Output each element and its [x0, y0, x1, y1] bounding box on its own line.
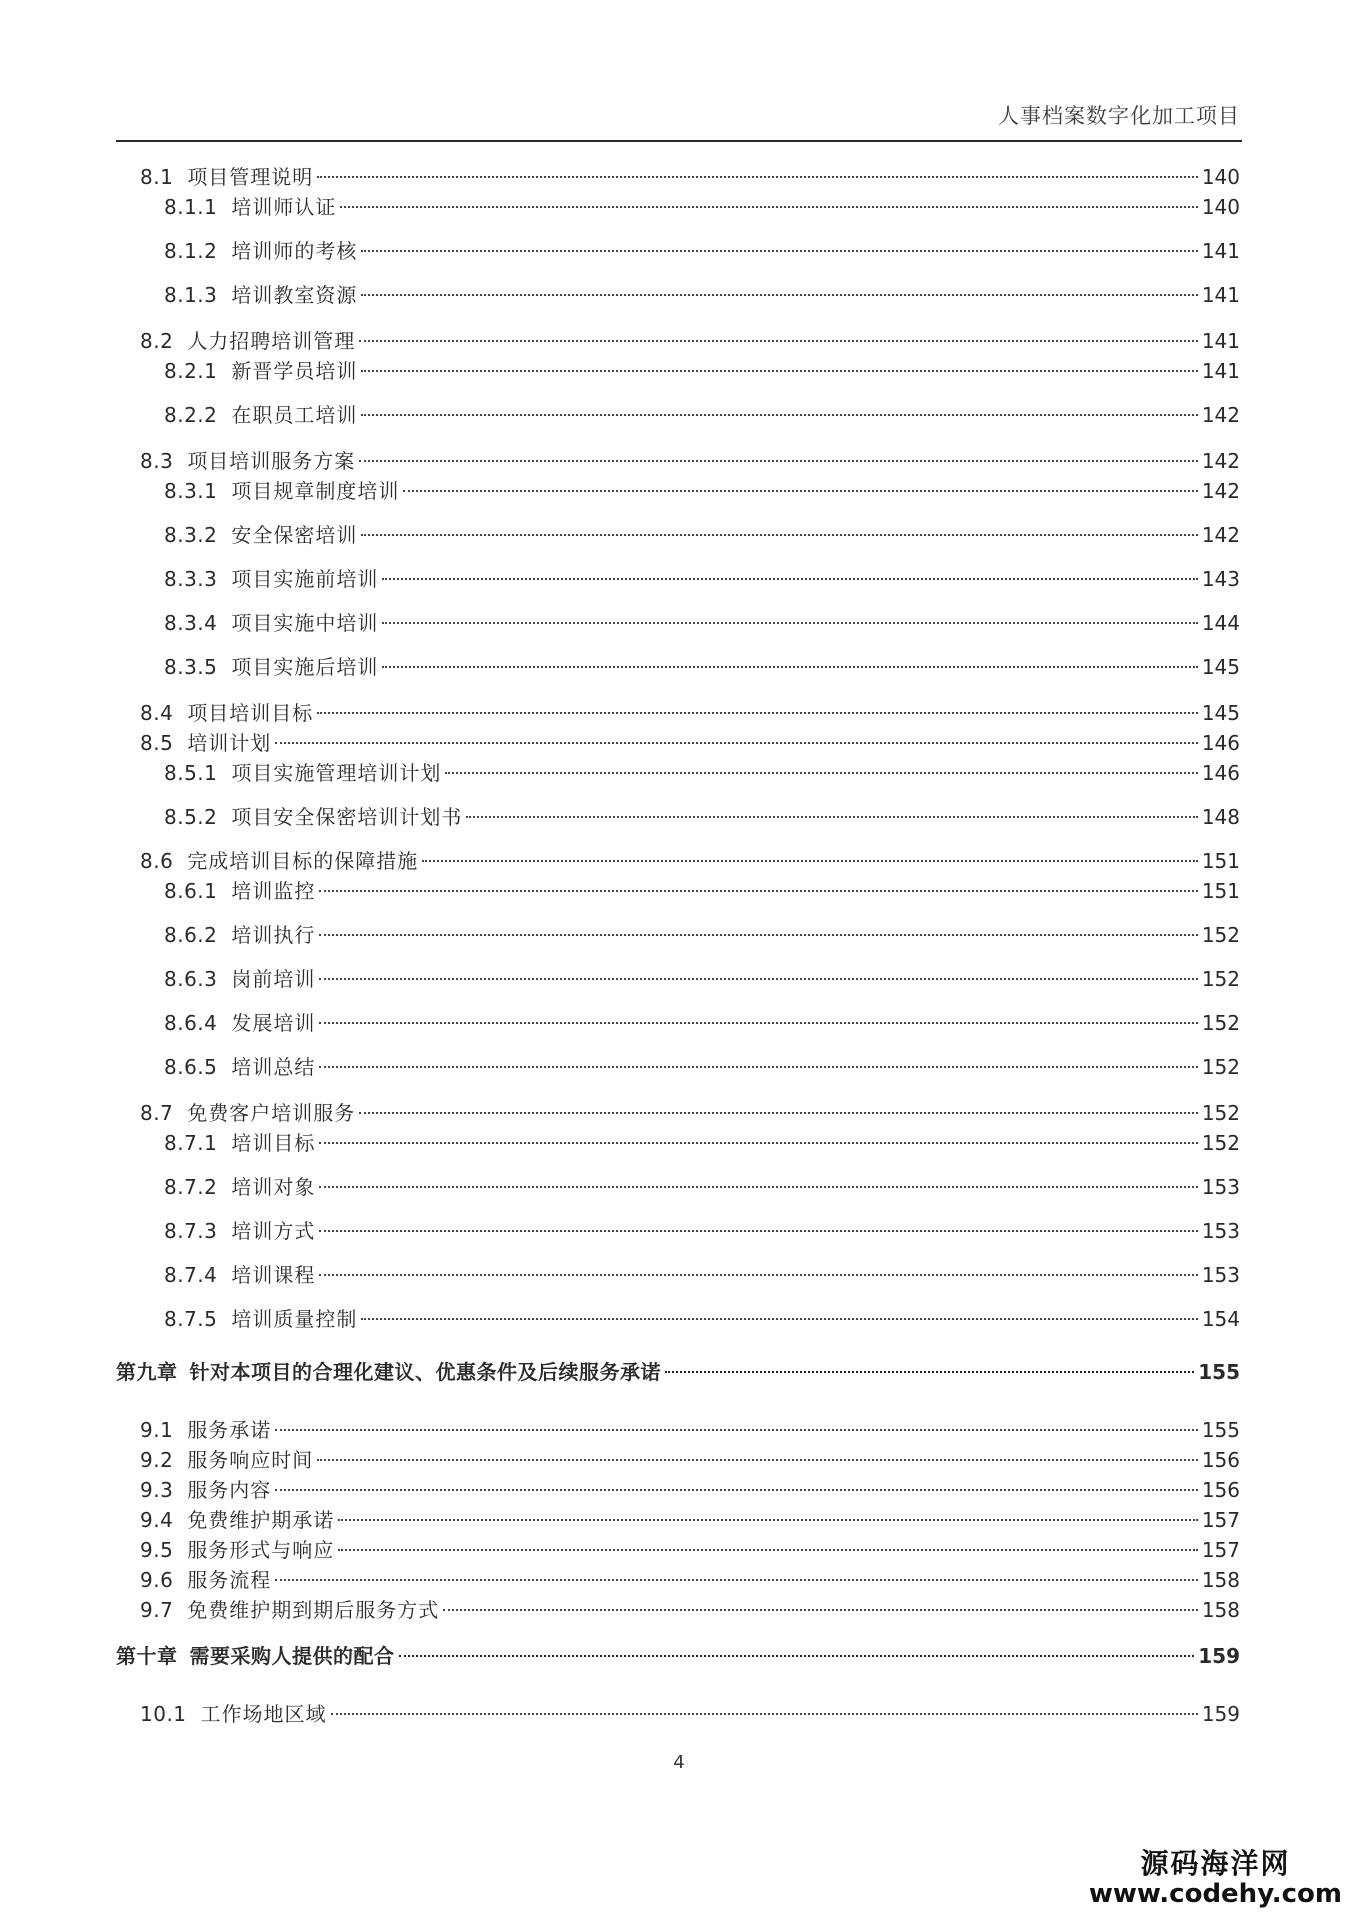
toc-page-number: 152	[1201, 1131, 1240, 1155]
toc-section-number: 第九章	[116, 1360, 178, 1384]
toc-entry[interactable]	[164, 1052, 1240, 1082]
toc-section-title: 培训监控	[231, 879, 316, 903]
toc-entry[interactable]	[164, 280, 1240, 310]
toc-section-title: 项目实施中培训	[231, 611, 379, 635]
toc-row	[0, 698, 1358, 728]
toc-dot-leader	[361, 414, 1197, 416]
toc-section-title: 培训计划	[187, 731, 272, 755]
toc-dot-leader	[359, 460, 1198, 462]
toc-row	[0, 446, 1358, 476]
toc-page-number: 148	[1201, 805, 1240, 829]
toc-page-number: 155	[1198, 1360, 1240, 1384]
watermark	[1089, 1848, 1342, 1910]
toc-row	[0, 1098, 1358, 1128]
toc-row	[0, 564, 1358, 594]
toc-dot-leader	[665, 1371, 1194, 1373]
toc-entry[interactable]	[140, 1415, 1240, 1445]
toc-section-title: 服务流程	[187, 1568, 272, 1592]
toc-section-number: 8.6.1	[164, 879, 218, 903]
toc-dot-leader	[361, 370, 1197, 372]
toc-section-title: 项目实施前培训	[231, 567, 379, 591]
toc-entry[interactable]	[164, 802, 1240, 832]
page-header-title: 人事档案数字化加工项目	[998, 104, 1240, 128]
toc-page-number: 145	[1201, 701, 1240, 725]
toc-section-title: 安全保密培训	[231, 523, 358, 547]
toc-dot-leader	[359, 1112, 1198, 1114]
toc-page-number: 156	[1201, 1478, 1240, 1502]
toc-entry[interactable]	[164, 400, 1240, 430]
toc-page-number: 151	[1201, 849, 1240, 873]
toc-row	[0, 876, 1358, 906]
toc-row	[0, 1565, 1358, 1595]
toc-entry[interactable]	[164, 1216, 1240, 1246]
toc-entry[interactable]	[116, 1357, 1240, 1387]
toc-dot-leader	[319, 934, 1197, 936]
toc-row	[0, 1445, 1358, 1475]
toc-section-title: 免费客户培训服务	[187, 1101, 356, 1125]
toc-page-number: 143	[1201, 567, 1240, 591]
toc-section-number: 8.2.2	[164, 403, 218, 427]
toc-section-title: 培训师认证	[231, 195, 337, 219]
toc-section-number: 8.7.1	[164, 1131, 218, 1155]
toc-section-number: 8.1.1	[164, 195, 218, 219]
toc-entry[interactable]	[164, 356, 1240, 386]
toc-dot-leader	[399, 1655, 1195, 1657]
toc-section-number: 8.1	[140, 165, 174, 189]
toc-row	[0, 326, 1358, 356]
toc-row	[0, 920, 1358, 950]
toc-entry[interactable]	[116, 1641, 1240, 1671]
toc-dot-leader	[466, 816, 1197, 818]
toc-section-title: 免费维护期承诺	[187, 1508, 335, 1532]
toc-entry[interactable]	[164, 192, 1240, 222]
toc-section-number: 8.7.4	[164, 1263, 218, 1287]
toc-section-number: 8.2.1	[164, 359, 218, 383]
toc-row	[0, 1052, 1358, 1082]
toc-dot-leader	[319, 1066, 1197, 1068]
toc-page-number: 142	[1201, 479, 1240, 503]
toc-entry[interactable]	[164, 964, 1240, 994]
toc-section-number: 8.6.2	[164, 923, 218, 947]
toc-section-title: 免费维护期到期后服务方式	[187, 1598, 440, 1622]
toc-row	[0, 280, 1358, 310]
toc-dot-leader	[338, 1549, 1198, 1551]
toc-page-number: 158	[1201, 1568, 1240, 1592]
toc-section-title: 培训总结	[231, 1055, 316, 1079]
toc-dot-leader	[361, 294, 1197, 296]
toc-page-number: 157	[1201, 1538, 1240, 1562]
toc-section-number: 8.1.3	[164, 283, 218, 307]
toc-row	[0, 652, 1358, 682]
toc-section-number: 8.3.2	[164, 523, 218, 547]
toc-section-number: 8.6.3	[164, 967, 218, 991]
toc-entry[interactable]	[140, 728, 1240, 758]
toc-dot-leader	[340, 206, 1197, 208]
toc-dot-leader	[317, 1459, 1198, 1461]
toc-page-number: 152	[1201, 1101, 1240, 1125]
toc-entry[interactable]	[164, 1128, 1240, 1158]
toc-dot-leader	[319, 1186, 1197, 1188]
toc-section-title: 人力招聘培训管理	[187, 329, 356, 353]
toc-section-title: 培训质量控制	[231, 1307, 358, 1331]
toc-row	[0, 1505, 1358, 1535]
toc-page-number: 158	[1201, 1598, 1240, 1622]
toc-page-number: 153	[1201, 1219, 1240, 1243]
page-number: 4	[673, 1752, 685, 1773]
toc-section-title: 培训方式	[231, 1219, 316, 1243]
toc-entry[interactable]	[140, 1505, 1240, 1535]
toc-page-number: 140	[1201, 165, 1240, 189]
toc-page-number: 152	[1201, 967, 1240, 991]
toc-page-number: 152	[1201, 923, 1240, 947]
toc-section-title: 项目培训目标	[187, 701, 314, 725]
toc-section-number: 8.3.1	[164, 479, 218, 503]
toc-dot-leader	[382, 622, 1197, 624]
toc-row	[0, 758, 1358, 788]
toc-entry[interactable]	[164, 564, 1240, 594]
toc-section-title: 培训执行	[231, 923, 316, 947]
toc-page-number: 140	[1201, 195, 1240, 219]
toc-dot-leader	[361, 250, 1197, 252]
toc-row	[0, 846, 1358, 876]
toc-entry[interactable]	[164, 1304, 1240, 1334]
toc-entry[interactable]	[140, 326, 1240, 356]
toc-section-title: 服务承诺	[187, 1418, 272, 1442]
toc-section-title: 项目安全保密培训计划书	[231, 805, 463, 829]
toc-row	[0, 162, 1358, 192]
toc-page-number: 154	[1201, 1307, 1240, 1331]
toc-page-number: 153	[1201, 1263, 1240, 1287]
toc-page-number: 152	[1201, 1011, 1240, 1035]
toc-section-number: 8.5.1	[164, 761, 218, 785]
toc-entry[interactable]	[140, 446, 1240, 476]
toc-section-title: 服务响应时间	[187, 1448, 314, 1472]
toc-dot-leader	[275, 742, 1198, 744]
toc-entry[interactable]	[140, 1098, 1240, 1128]
toc-page-number: 142	[1201, 403, 1240, 427]
toc-section-title: 发展培训	[231, 1011, 316, 1035]
toc-entry[interactable]	[164, 476, 1240, 506]
toc-page-number: 152	[1201, 1055, 1240, 1079]
toc-page-number: 159	[1198, 1644, 1240, 1668]
toc-row	[0, 1641, 1358, 1671]
toc-section-title: 完成培训目标的保障措施	[187, 849, 419, 873]
toc-dot-leader	[361, 1318, 1197, 1320]
toc-dot-leader	[331, 1713, 1198, 1715]
watermark-site-name: 源码海洋网	[1140, 1846, 1291, 1880]
toc-section-number: 9.6	[140, 1568, 174, 1592]
toc-row	[0, 1595, 1358, 1625]
toc-section-number: 8.3.5	[164, 655, 218, 679]
toc-dot-leader	[275, 1489, 1198, 1491]
toc-page-number: 146	[1201, 761, 1240, 785]
toc-page-number: 156	[1201, 1448, 1240, 1472]
toc-section-title: 项目实施管理培训计划	[231, 761, 442, 785]
toc-section-number: 8.3	[140, 449, 174, 473]
toc-entry[interactable]	[164, 876, 1240, 906]
toc-row	[0, 1008, 1358, 1038]
toc-dot-leader	[319, 1142, 1197, 1144]
toc-row	[0, 1172, 1358, 1202]
toc-row	[0, 802, 1358, 832]
toc-entry[interactable]	[164, 520, 1240, 550]
toc-section-number: 8.5	[140, 731, 174, 755]
toc-dot-leader	[317, 176, 1198, 178]
toc-page-number: 142	[1201, 523, 1240, 547]
toc-row	[0, 1357, 1358, 1387]
toc-page-number: 157	[1201, 1508, 1240, 1532]
toc-section-number: 第十章	[116, 1644, 178, 1668]
toc-entry[interactable]	[140, 1565, 1240, 1595]
toc-section-number: 8.6	[140, 849, 174, 873]
toc-entry[interactable]	[140, 698, 1240, 728]
toc-dot-leader	[275, 1579, 1198, 1581]
toc-section-number: 8.7	[140, 1101, 174, 1125]
toc-section-number: 8.6.5	[164, 1055, 218, 1079]
toc-dot-leader	[319, 1230, 1197, 1232]
toc-dot-leader	[382, 666, 1197, 668]
toc-entry[interactable]	[140, 1595, 1240, 1625]
toc-dot-leader	[359, 340, 1198, 342]
toc-row	[0, 356, 1358, 386]
toc-page-number: 141	[1201, 329, 1240, 353]
toc-page-number: 142	[1201, 449, 1240, 473]
toc-section-number: 8.7.5	[164, 1307, 218, 1331]
toc-section-number: 9.1	[140, 1418, 174, 1442]
toc-row	[0, 608, 1358, 638]
toc-entry[interactable]	[140, 1535, 1240, 1565]
toc-dot-leader	[422, 860, 1198, 862]
toc-section-title: 服务内容	[187, 1478, 272, 1502]
toc-page-number: 146	[1201, 731, 1240, 755]
toc-row	[0, 1475, 1358, 1505]
toc-entry[interactable]	[140, 1445, 1240, 1475]
toc-entry[interactable]	[140, 1699, 1240, 1729]
toc-row	[0, 728, 1358, 758]
toc-section-number: 8.5.2	[164, 805, 218, 829]
toc-section-title: 培训师的考核	[231, 239, 358, 263]
toc-row	[0, 1535, 1358, 1565]
toc-entry[interactable]	[140, 1475, 1240, 1505]
toc-section-title: 培训目标	[231, 1131, 316, 1155]
toc-entry[interactable]	[164, 608, 1240, 638]
toc-section-number: 9.2	[140, 1448, 174, 1472]
toc-page-number: 141	[1201, 359, 1240, 383]
toc-section-title: 培训教室资源	[231, 283, 358, 307]
toc-row	[0, 1260, 1358, 1290]
toc-dot-leader	[319, 978, 1197, 980]
toc-page-number: 151	[1201, 879, 1240, 903]
toc-section-number: 9.5	[140, 1538, 174, 1562]
toc-section-title: 培训对象	[231, 1175, 316, 1199]
toc-entry[interactable]	[164, 1172, 1240, 1202]
toc-section-number: 10.1	[140, 1702, 187, 1726]
toc-entry[interactable]	[164, 758, 1240, 788]
toc-dot-leader	[403, 490, 1197, 492]
toc-section-title: 需要采购人提供的配合	[189, 1644, 395, 1668]
toc-row	[0, 476, 1358, 506]
toc-dot-leader	[319, 1274, 1197, 1276]
toc-row	[0, 400, 1358, 430]
toc-page-number: 144	[1201, 611, 1240, 635]
toc-row	[0, 236, 1358, 266]
toc-section-title: 项目管理说明	[187, 165, 314, 189]
toc-section-number: 8.6.4	[164, 1011, 218, 1035]
toc-row	[0, 192, 1358, 222]
toc-section-title: 项目规章制度培训	[231, 479, 400, 503]
toc-page-number: 155	[1201, 1418, 1240, 1442]
toc-entry[interactable]	[164, 1260, 1240, 1290]
toc-section-title: 培训课程	[231, 1263, 316, 1287]
toc-entry[interactable]	[140, 162, 1240, 192]
toc-page-number: 141	[1201, 239, 1240, 263]
toc-page-number: 159	[1201, 1702, 1240, 1726]
toc-dot-leader	[361, 534, 1197, 536]
toc-section-number: 8.1.2	[164, 239, 218, 263]
toc-dot-leader	[443, 1609, 1198, 1611]
toc-row	[0, 1128, 1358, 1158]
toc-section-title: 工作场地区域	[200, 1702, 327, 1726]
toc-dot-leader	[319, 1022, 1197, 1024]
toc-page-number: 145	[1201, 655, 1240, 679]
toc-dot-leader	[382, 578, 1197, 580]
toc-section-number: 8.4	[140, 701, 174, 725]
toc-row	[0, 1304, 1358, 1334]
toc-row	[0, 1699, 1358, 1729]
toc-dot-leader	[338, 1519, 1198, 1521]
toc-row	[0, 1415, 1358, 1445]
toc-entry[interactable]	[164, 652, 1240, 682]
toc-section-number: 9.4	[140, 1508, 174, 1532]
toc-section-title: 项目实施后培训	[231, 655, 379, 679]
toc-entry[interactable]	[164, 920, 1240, 950]
toc-dot-leader	[275, 1429, 1198, 1431]
toc-section-number: 9.3	[140, 1478, 174, 1502]
toc-section-title: 针对本项目的合理化建议、优惠条件及后续服务承诺	[189, 1360, 661, 1384]
toc-section-number: 9.7	[140, 1598, 174, 1622]
toc-section-title: 在职员工培训	[231, 403, 358, 427]
toc-entry[interactable]	[140, 846, 1240, 876]
toc-row	[0, 1216, 1358, 1246]
toc-entry[interactable]	[164, 1008, 1240, 1038]
toc-section-number: 8.3.3	[164, 567, 218, 591]
toc-section-title: 新晋学员培训	[231, 359, 358, 383]
toc-section-number: 8.7.3	[164, 1219, 218, 1243]
toc-entry[interactable]	[164, 236, 1240, 266]
toc-dot-leader	[445, 772, 1197, 774]
toc-section-title: 岗前培训	[231, 967, 316, 991]
toc-row	[0, 964, 1358, 994]
toc-page-number: 153	[1201, 1175, 1240, 1199]
toc-section-number: 8.7.2	[164, 1175, 218, 1199]
toc-section-title: 服务形式与响应	[187, 1538, 335, 1562]
toc-row	[0, 520, 1358, 550]
toc-dot-leader	[319, 890, 1197, 892]
toc-section-number: 8.3.4	[164, 611, 218, 635]
toc-dot-leader	[317, 712, 1198, 714]
toc-page-number: 141	[1201, 283, 1240, 307]
toc-section-number: 8.2	[140, 329, 174, 353]
watermark-url: www.codehy.com	[1088, 1879, 1342, 1910]
toc-section-title: 项目培训服务方案	[187, 449, 356, 473]
